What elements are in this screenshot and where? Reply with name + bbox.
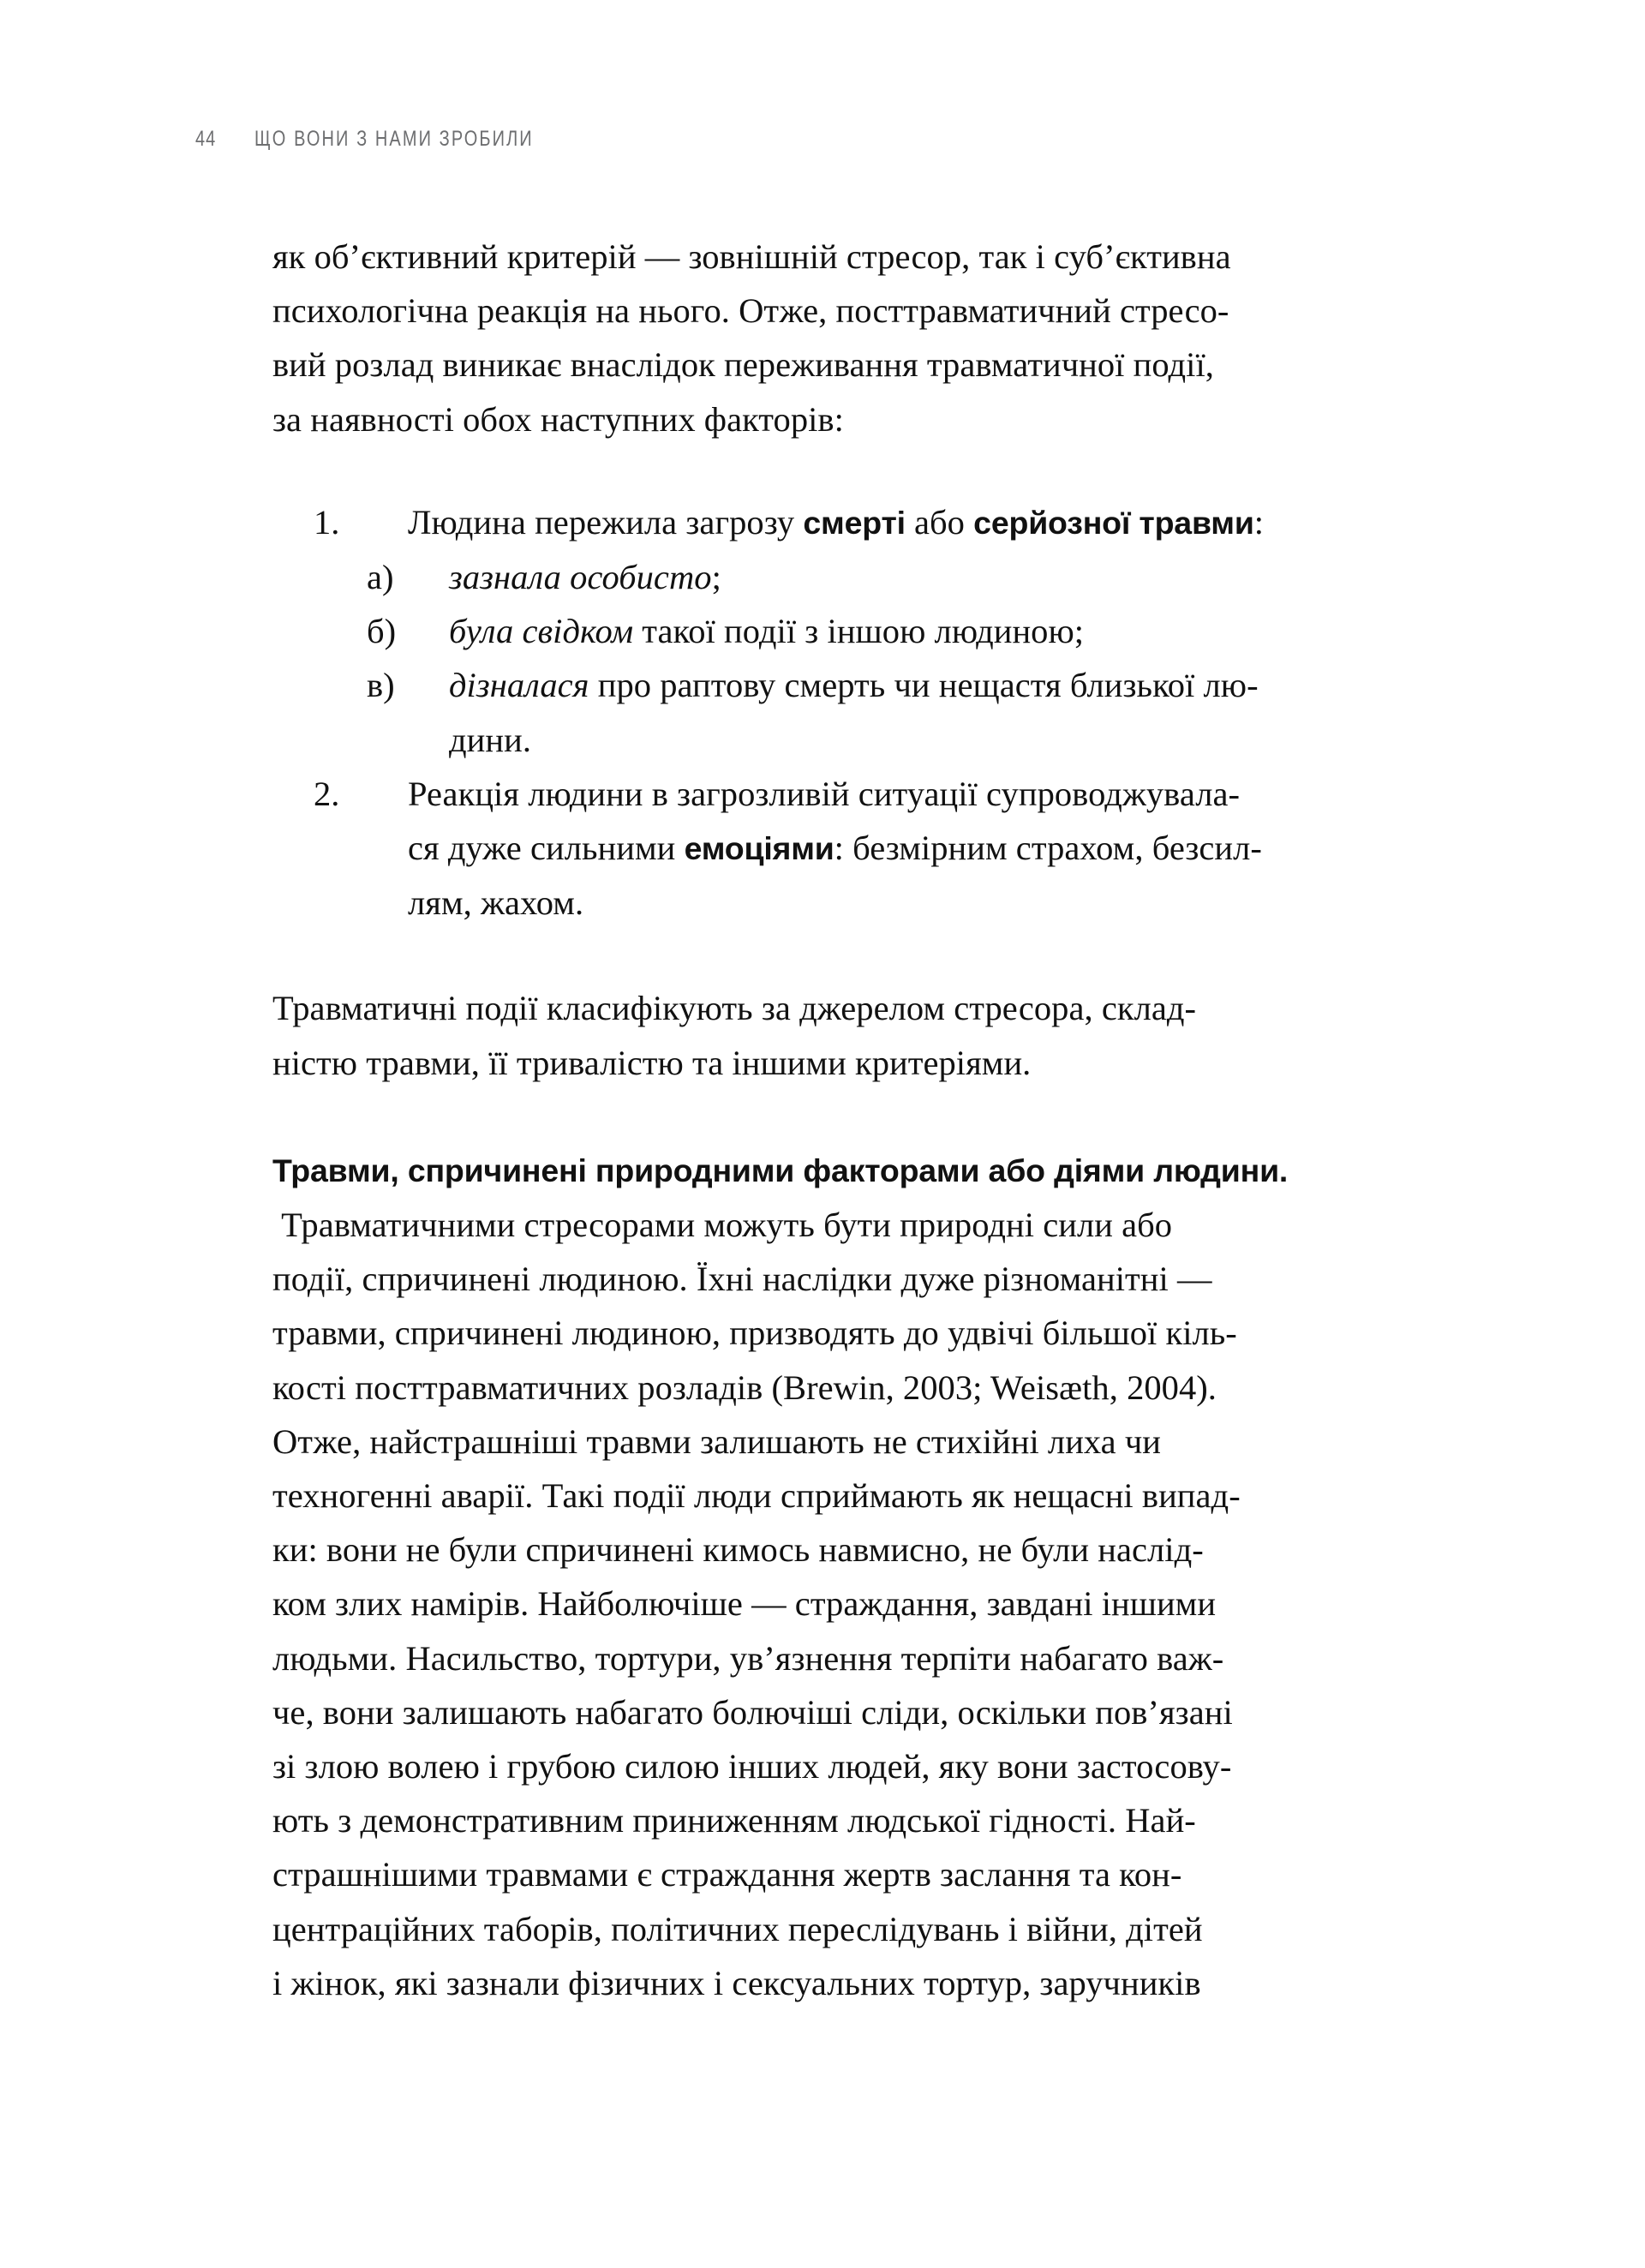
list-item-1 [314,495,1489,550]
text-column [272,230,1489,2010]
text-line: як об’єктивний критерій — зовнішній стресор, так і суб’єктивна [272,237,1231,276]
subitem-rest: такої події з іншою людиною; [633,612,1085,651]
text-line: Отже, найстрашніші травми залишають не стихійні лиха чи [272,1421,1162,1461]
text-line: Травматичні події класифікують за джерелом стресора, склад- [272,989,1197,1028]
subitem-rest: ; [711,558,721,597]
item1-text-part: Людина пережила загрозу [408,502,804,542]
text-line: ють з демонстративним приниженням людської гідності. Най- [272,1801,1196,1840]
list-item-2-line2 [408,821,1489,876]
emphasis-serious-injury: серйозної травми [973,504,1254,541]
italic-phrase: зазнала особисто [449,558,712,597]
text-line: психологічна реакція на нього. Отже, посттравматичний стресо- [272,291,1229,331]
list-marker: 2. [314,774,340,813]
text-line: техногенні аварії. Такі події люди сприймають як нещасні випад- [272,1476,1241,1516]
text-line: травми, спричинені людиною, призводять до удвічі більшої кіль- [272,1314,1237,1353]
emphasis-emotions: емоціями [684,830,834,867]
list-item-2-line3: лям, жахом. [408,883,584,923]
list-marker: в) [367,666,395,705]
text-line: людьми. Насильство, тортури, ув’язнення терпіти набагато важ- [272,1638,1224,1678]
text-line: вий розлад виникає внаслідок переживання травматичної події, [272,345,1214,385]
text-line: центраційних таборів, політичних переслідувань і війни, дітей [272,1909,1203,1948]
list-item-b [367,604,1489,658]
section-paragraph [272,1143,1489,2010]
text-line: зі злою волею і грубою силою інших людей, яку вони застосову- [272,1747,1232,1786]
list-item-c-text [449,658,1489,712]
intro-paragraph [272,230,1489,446]
list-item-b-text [449,604,1489,658]
list-item-1-text [408,495,1489,550]
list-marker: б) [367,612,397,651]
list-item-a [367,550,1489,604]
list-item-c-continuation: дини. [449,720,532,759]
page-number: 44 [195,127,217,151]
list-item-a-text [449,550,1489,604]
list-marker: а) [367,558,394,597]
italic-phrase: була свідком [449,612,634,651]
text-line: ністю травми, її тривалістю та іншими критеріями. [272,1043,1032,1082]
text-line: Травматичними стресорами можуть бути природні сили або [272,1206,1173,1245]
text-line: ки: вони не були спричинені кимось навмисно, не були наслід- [272,1530,1204,1570]
running-head [195,127,534,152]
item2-text-part: : безмірним страхом, безсил- [834,829,1262,868]
classification-paragraph [272,981,1489,1089]
text-line: за наявності обох наступних факторів: [272,399,844,439]
italic-phrase: дізналася [449,666,589,705]
list-marker: 1. [314,502,340,542]
text-line: події, спричинені людиною. Їхні наслідки дуже різноманітні — [272,1260,1212,1299]
text-line: ком злих намірів. Найболючіше — страждання, завдані іншими [272,1584,1217,1624]
section-first-line [272,1143,1489,1198]
list-item-2-line1: Реакція людини в загрозливій ситуації супроводжувала- [408,774,1241,813]
running-title: ЩО ВОНИ З НАМИ ЗРОБИЛИ [254,127,534,151]
criteria-list [272,495,1489,931]
emphasis-death: смерті [803,504,906,541]
run-in-heading: Травми, спричинені природними факторами або діями людини. [272,1152,1289,1188]
text-line: кості посттравматичних розладів (Brewin, 2003; Weisæth, 2004). [272,1367,1217,1407]
text-line: страшнішими травмами є страждання жертв заслання та кон- [272,1855,1182,1894]
item2-text-part: ся дуже сильними [408,829,685,868]
list-item-c [367,658,1489,766]
item1-text-part: : [1253,502,1265,542]
list-item-2 [314,767,1489,931]
text-line: і жінок, які зазнали фізичних і сексуальних тортур, заручників [272,1963,1201,2002]
item1-text-part: або [905,502,974,542]
text-line: че, вони залишають набагато болючіші сліди, оскільки пов’язані [272,1692,1233,1732]
subitem-rest: про раптову смерть чи нещастя близької лю- [589,666,1259,705]
